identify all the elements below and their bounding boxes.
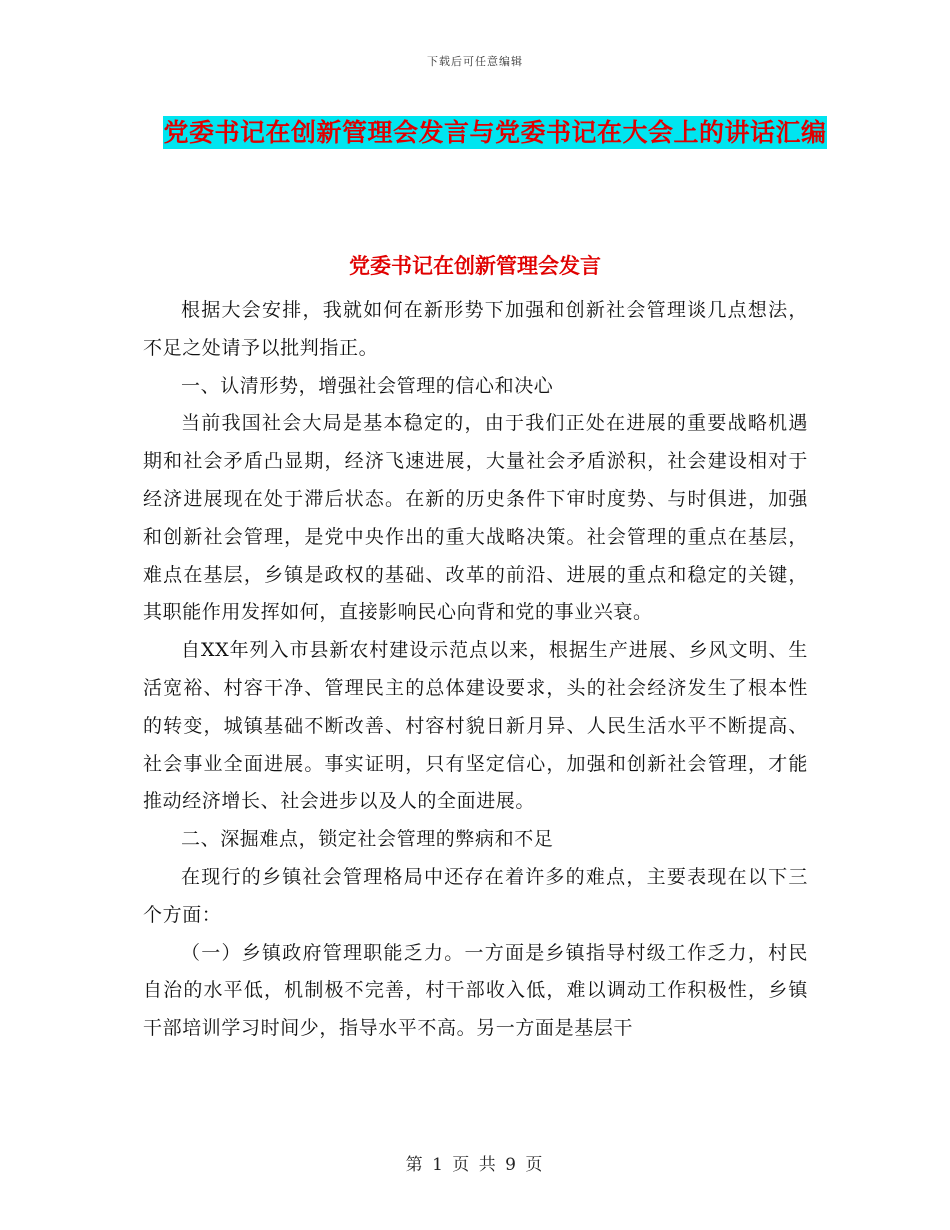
paragraph-heading: 二、深掘难点，锁定社会管理的弊病和不足 (181, 828, 554, 851)
page-number-footer: 第 1 页 共 9 页 (405, 1155, 545, 1175)
paragraph-heading: 一、认清形势，增强社会管理的信心和决心 (181, 374, 554, 397)
main-title (150, 110, 840, 156)
paragraph: （一）乡镇政府管理职能乏力。一方面是乡镇指导村级工作乏力，村民自治的水平低，机制极不完善，村干部收入低，难以调动工作积极性，乡镇干部培训学习时间少，指导水平不高。另一方面是基层干 (143, 941, 808, 1040)
paragraph: 当前我国社会大局是基本稳定的，由于我们正处在进展的重要战略机遇期和社会矛盾凸显期，经济飞速进展，大量社会矛盾淤积，社会建设相对于经济进展现在处于滞后状态。在新的历史条件下审时度势、与时俱进，加强和创新社会管理，是党中央作出的重大战略决策。社会管理的重点在基层，难点在基层，乡镇是政权的基础、改革的前沿、进展的重点和稳定的关键，其职能作用发挥如何，直接影响民心向背和党的事业兴衰。 (143, 412, 808, 624)
section-title: 党委书记在创新管理会发言 (349, 254, 601, 278)
paragraph: 在现行的乡镇社会管理格局中还存在着许多的难点，主要表现在以下三个方面： (143, 865, 808, 926)
paragraph: 根据大会安排，我就如何在新形势下加强和创新社会管理谈几点想法，不足之处请予以批判指正。 (143, 299, 808, 359)
main-title-text: 党委书记在创新管理会发言与党委书记在大会上的讲话汇编 (163, 118, 827, 147)
paragraph: 自XX年列入市县新农村建设示范点以来，根据生产进展、乡风文明、生活宽裕、村容干净、管理民主的总体建设要求，头的社会经济发生了根本性的转变，城镇基础不断改善、村容村貌日新月异、人民生活水平不断提高、社会事业全面进展。事实证明，只有坚定信心，加强和创新社会管理，才能推动经济增长、社会进步以及人的全面进展。 (143, 639, 808, 813)
body-text (143, 292, 808, 1048)
header-note: 下载后可任意编辑 (427, 55, 523, 68)
